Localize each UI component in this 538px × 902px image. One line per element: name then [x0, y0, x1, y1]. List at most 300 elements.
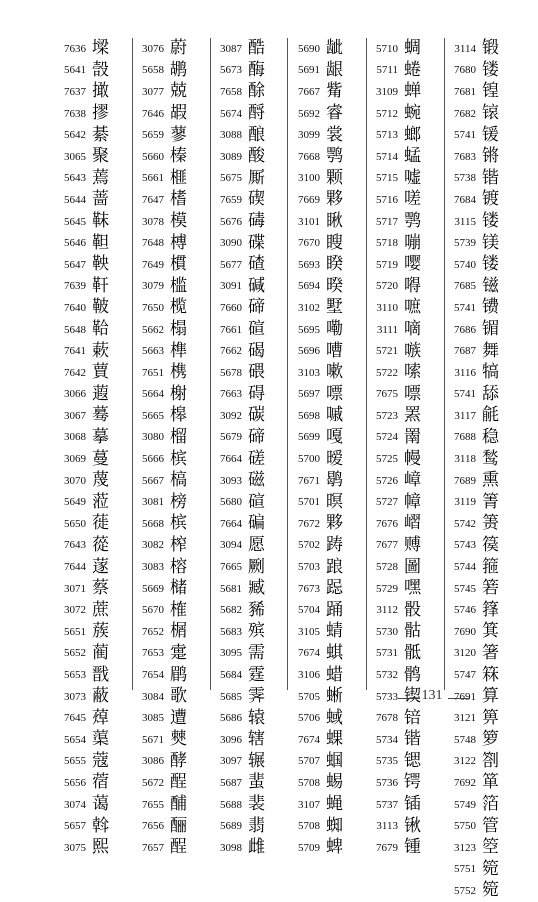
entry-character: 蝇	[326, 794, 343, 815]
entry-character: 嘏	[170, 103, 187, 124]
entry-row	[56, 751, 128, 773]
entry-row	[446, 837, 518, 859]
entry-character: 厮	[248, 167, 265, 188]
entry-character: 暝	[326, 491, 343, 512]
entry-row	[290, 362, 362, 384]
entry-character: 綦	[92, 124, 109, 145]
entry-code: 5718	[376, 237, 398, 250]
entry-row	[212, 254, 284, 276]
entry-character: 箸	[482, 642, 499, 663]
entry-character: 箅	[482, 707, 499, 728]
entry-character: 撖	[92, 81, 109, 102]
entry-character: 嘿	[404, 578, 421, 599]
entry-code: 3086	[142, 755, 164, 768]
entry-row	[134, 232, 206, 254]
entry-character: 镅	[482, 319, 499, 340]
entry-code: 5664	[142, 388, 164, 401]
entry-character: 鹙	[482, 448, 499, 469]
entry-character: 镂	[482, 211, 499, 232]
entry-row	[212, 146, 284, 168]
entry-character: 摎	[92, 103, 109, 124]
entry-character: 骶	[404, 642, 421, 663]
entry-code: 5649	[64, 496, 86, 509]
entry-row	[446, 38, 518, 60]
entry-code: 3082	[142, 539, 164, 552]
entry-code: 5684	[220, 669, 242, 682]
entry-character: 兢	[170, 81, 187, 102]
entry-character: 榜	[170, 491, 187, 512]
entry-row	[290, 837, 362, 859]
entry-row	[56, 578, 128, 600]
entry-row	[212, 232, 284, 254]
entry-character: 蝉	[404, 81, 421, 102]
entry-row	[446, 621, 518, 643]
entry-row	[212, 794, 284, 816]
entry-row	[212, 621, 284, 643]
entry-code: 7642	[64, 366, 86, 379]
entry-row	[446, 297, 518, 319]
entry-code: 3115	[454, 215, 476, 228]
entry-row	[56, 38, 128, 60]
entry-character: 鹗	[404, 211, 421, 232]
entry-code: 7652	[142, 625, 164, 638]
entry-row	[446, 254, 518, 276]
entry-character: 蜡	[326, 664, 343, 685]
entry-code: 7684	[454, 193, 476, 206]
entry-row	[368, 664, 440, 686]
entry-code: 5746	[454, 604, 476, 617]
entry-code: 5716	[376, 193, 398, 206]
entry-character: 嗻	[404, 297, 421, 318]
entry-character: 磁	[248, 470, 265, 491]
entry-row	[446, 427, 518, 449]
entry-code: 7658	[220, 85, 242, 98]
entry-code: 3113	[376, 820, 398, 833]
entry-row	[134, 578, 206, 600]
entry-code: 5686	[220, 712, 242, 725]
entry-code: 5645	[64, 215, 86, 228]
entry-row	[56, 211, 128, 233]
entry-row	[290, 470, 362, 492]
entry-code: 7678	[376, 712, 398, 725]
entry-row	[56, 427, 128, 449]
entry-code: 5697	[298, 388, 320, 401]
entry-character: 幛	[404, 491, 421, 512]
entry-row	[134, 168, 206, 190]
entry-character: 蝈	[326, 750, 343, 771]
entry-character: 鹕	[170, 59, 187, 80]
entry-code: 5730	[376, 625, 398, 638]
entry-row	[56, 643, 128, 665]
entry-character: 樌	[170, 254, 187, 275]
entry-row	[212, 491, 284, 513]
entry-character: 觜	[326, 81, 343, 102]
entry-character: 嘤	[404, 254, 421, 275]
entry-code: 3098	[220, 841, 242, 854]
entry-row	[368, 470, 440, 492]
entry-row	[368, 621, 440, 643]
entry-row	[368, 38, 440, 60]
entry-code: 5652	[64, 647, 86, 660]
entry-character: 箨	[482, 599, 499, 620]
entry-code: 3089	[220, 150, 242, 163]
entry-code: 3123	[454, 841, 476, 854]
entry-character: 碟	[248, 232, 265, 253]
entry-code: 7679	[376, 841, 398, 854]
entry-character: 骰	[404, 599, 421, 620]
entry-character: 蜚	[248, 772, 265, 793]
entry-code: 5750	[454, 820, 476, 833]
entry-character: 镃	[482, 275, 499, 296]
entry-code: 3107	[298, 798, 320, 811]
entry-character: 榷	[170, 599, 187, 620]
entry-code: 5715	[376, 172, 398, 185]
entry-code: 3076	[142, 42, 164, 55]
entry-code: 5673	[220, 64, 242, 77]
entry-row	[212, 297, 284, 319]
entry-code: 5642	[64, 129, 86, 142]
entry-row	[212, 729, 284, 751]
entry-code: 7657	[142, 841, 164, 854]
entry-code: 7674	[298, 733, 320, 746]
entry-code: 7673	[298, 582, 320, 595]
entry-character: 镂	[482, 59, 499, 80]
entry-row	[446, 664, 518, 686]
column-divider	[210, 38, 211, 690]
entry-code: 7646	[142, 107, 164, 120]
entry-character: 算	[482, 686, 499, 707]
entry-row	[368, 578, 440, 600]
entry-code: 7643	[64, 539, 86, 552]
entry-character: 箬	[482, 578, 499, 599]
entry-character: 锫	[404, 707, 421, 728]
entry-character: 嘁	[326, 405, 343, 426]
entry-row	[446, 81, 518, 103]
entry-row	[56, 664, 128, 686]
entry-character: 蓯	[92, 534, 109, 555]
entry-code: 7651	[142, 366, 164, 379]
entry-character: 嗦	[404, 362, 421, 383]
entry-code: 5677	[220, 258, 242, 271]
entry-code: 5681	[220, 582, 242, 595]
entry-character: 酿	[248, 124, 265, 145]
entry-row	[212, 686, 284, 708]
entry-character: 蜞	[326, 642, 343, 663]
entry-character: 槟	[170, 513, 187, 534]
entry-character: 蜴	[326, 772, 343, 793]
column-divider	[287, 38, 288, 690]
entry-character: 蔗	[92, 599, 109, 620]
entry-character: 嘌	[326, 383, 343, 404]
entry-row	[290, 599, 362, 621]
entry-character: 蔺	[92, 642, 109, 663]
entry-code: 7636	[64, 42, 86, 55]
entry-character: 磋	[248, 448, 265, 469]
entry-row	[134, 837, 206, 859]
entry-row	[212, 124, 284, 146]
entry-row	[212, 211, 284, 233]
entry-character: 蔓	[92, 448, 109, 469]
entry-code: 3119	[454, 496, 476, 509]
entry-code: 3093	[220, 474, 242, 487]
entry-row	[56, 124, 128, 146]
entry-row	[446, 211, 518, 233]
entry-code: 5654	[64, 733, 86, 746]
entry-code: 3121	[454, 712, 476, 725]
entry-code: 5745	[454, 582, 476, 595]
entry-character: 模	[170, 211, 187, 232]
entry-row	[446, 815, 518, 837]
entry-character: 蔟	[92, 621, 109, 642]
entry-row	[212, 405, 284, 427]
entry-row	[290, 643, 362, 665]
entry-row	[212, 340, 284, 362]
entry-character: 裳	[326, 124, 343, 145]
entry-code: 3112	[376, 604, 398, 617]
entry-code: 5650	[64, 517, 86, 530]
entry-code: 3079	[142, 280, 164, 293]
entry-character: 摹	[92, 426, 109, 447]
entry-row	[290, 729, 362, 751]
entry-code: 3114	[454, 42, 476, 55]
entry-row	[56, 103, 128, 125]
entry-row	[368, 405, 440, 427]
entry-character: 镀	[482, 189, 499, 210]
entry-code: 7667	[298, 85, 320, 98]
entry-code: 7682	[454, 107, 476, 120]
entry-code: 5695	[298, 323, 320, 336]
entry-character: 碡	[248, 211, 265, 232]
entry-row	[290, 168, 362, 190]
entry-row	[290, 38, 362, 60]
entry-character: 蜿	[404, 103, 421, 124]
entry-row	[368, 189, 440, 211]
entry-row	[56, 621, 128, 643]
entry-character: 犒	[482, 362, 499, 383]
entry-row	[134, 81, 206, 103]
entry-character: 嘚	[404, 275, 421, 296]
entry-character: 鹛	[170, 664, 187, 685]
entry-code: 3099	[298, 129, 320, 142]
entry-code: 5661	[142, 172, 164, 185]
entry-code: 5680	[220, 496, 242, 509]
entry-character: 箔	[482, 794, 499, 815]
entry-row	[368, 772, 440, 794]
entry-code: 7690	[454, 625, 476, 638]
entry-character: 蓫	[92, 556, 109, 577]
entry-character: 箍	[482, 556, 499, 577]
entry-character: 鹖	[326, 470, 343, 491]
entry-row	[56, 384, 128, 406]
entry-character: 嘞	[326, 319, 343, 340]
entry-character: 踊	[326, 599, 343, 620]
entry-code: 7655	[142, 798, 164, 811]
entry-row	[212, 599, 284, 621]
entry-row	[212, 535, 284, 557]
entry-row	[290, 664, 362, 686]
entry-code: 5679	[220, 431, 242, 444]
entry-code: 7674	[298, 647, 320, 660]
entry-row	[134, 124, 206, 146]
entry-character: 踌	[326, 534, 343, 555]
entry-character: 锲	[404, 686, 421, 707]
entry-code: 3069	[64, 453, 86, 466]
entry-character: 靼	[92, 232, 109, 253]
entry-row	[56, 729, 128, 751]
entry-character: 蔻	[92, 750, 109, 771]
entry-row	[134, 38, 206, 60]
entry-code: 7664	[220, 453, 242, 466]
entry-column-5	[368, 38, 440, 859]
entry-row	[134, 686, 206, 708]
entry-character: 箐	[482, 491, 499, 512]
entry-character: 嶍	[404, 513, 421, 534]
entry-code: 5696	[298, 345, 320, 358]
entry-row	[446, 578, 518, 600]
entry-code: 5731	[376, 647, 398, 660]
entry-code: 5725	[376, 453, 398, 466]
entry-character: 嘈	[326, 340, 343, 361]
entry-character: 舞	[482, 340, 499, 361]
entry-character: 蜾	[326, 729, 343, 750]
entry-character: 箜	[482, 837, 499, 858]
entry-code: 3109	[376, 85, 398, 98]
entry-row	[56, 168, 128, 190]
entry-row	[368, 815, 440, 837]
entry-code: 5703	[298, 561, 320, 574]
entry-character: 镄	[482, 297, 499, 318]
entry-character: 嶂	[404, 470, 421, 491]
entry-row	[446, 168, 518, 190]
entry-row	[56, 362, 128, 384]
entry-code: 3094	[220, 539, 242, 552]
entry-code: 5674	[220, 107, 242, 120]
entry-row	[290, 146, 362, 168]
entry-row	[134, 340, 206, 362]
entry-row	[446, 60, 518, 82]
entry-character: 蔌	[92, 340, 109, 361]
entry-row	[368, 427, 440, 449]
entry-character: 碶	[248, 189, 265, 210]
entry-character: 榄	[170, 297, 187, 318]
entry-character: 熏	[482, 470, 499, 491]
entry-character: 蔽	[92, 686, 109, 707]
entry-code: 7672	[298, 517, 320, 530]
entry-code: 5710	[376, 42, 398, 55]
entry-row	[212, 578, 284, 600]
entry-row	[134, 729, 206, 751]
entry-character: 锿	[482, 103, 499, 124]
entry-character: 靬	[92, 275, 109, 296]
entry-character: 蕸	[92, 383, 109, 404]
entry-code: 5672	[142, 776, 164, 789]
entry-row	[212, 837, 284, 859]
entry-character: 锺	[404, 837, 421, 858]
entry-character: 榨	[170, 534, 187, 555]
entry-row	[212, 103, 284, 125]
entry-character: 锽	[482, 81, 499, 102]
entry-character: 戬	[92, 664, 109, 685]
entry-code: 5742	[454, 517, 476, 530]
entry-code: 5671	[142, 733, 164, 746]
entry-character: 蓿	[92, 772, 109, 793]
entry-code: 7644	[64, 561, 86, 574]
entry-row	[56, 81, 128, 103]
entry-row	[134, 254, 206, 276]
entry-code: 7640	[64, 301, 86, 314]
entry-row	[446, 729, 518, 751]
entry-character: 嗽	[326, 362, 343, 383]
entry-character: 踉	[326, 556, 343, 577]
entry-code: 5741	[454, 388, 476, 401]
entry-row	[446, 751, 518, 773]
entry-code: 7664	[220, 517, 242, 530]
entry-row	[368, 751, 440, 773]
entry-code: 3075	[64, 841, 86, 854]
entry-code: 5707	[298, 755, 320, 768]
entry-code: 5678	[220, 366, 242, 379]
entry-code: 3120	[454, 647, 476, 660]
entry-code: 5714	[376, 150, 398, 163]
entry-code: 7671	[298, 474, 320, 487]
entry-row	[134, 60, 206, 82]
entry-character: 碱	[248, 275, 265, 296]
entry-character: 蜘	[326, 815, 343, 836]
entry-character: 颗	[326, 167, 343, 188]
entry-character: 酺	[170, 794, 187, 815]
entry-code: 3088	[220, 129, 242, 142]
entry-row	[134, 470, 206, 492]
entry-character: 蜥	[326, 686, 343, 707]
entry-character: 锸	[404, 794, 421, 815]
entry-row	[290, 384, 362, 406]
entry-code: 5685	[220, 690, 242, 703]
entry-code: 5708	[298, 820, 320, 833]
entry-row	[446, 772, 518, 794]
entry-character: 碍	[248, 383, 265, 404]
entry-row	[446, 556, 518, 578]
entry-row	[134, 103, 206, 125]
entry-code: 5657	[64, 820, 86, 833]
entry-code: 5713	[376, 129, 398, 142]
entry-code: 7675	[376, 388, 398, 401]
entry-character: 箢	[482, 880, 499, 901]
entry-code: 7689	[454, 474, 476, 487]
entry-row	[446, 535, 518, 557]
entry-code: 5717	[376, 215, 398, 228]
entry-character: 蔑	[92, 470, 109, 491]
entry-code: 5676	[220, 215, 242, 228]
entry-row	[212, 513, 284, 535]
entry-character: 酶	[248, 59, 265, 80]
entry-row	[134, 319, 206, 341]
entry-code: 3085	[142, 712, 164, 725]
entry-code: 5688	[220, 798, 242, 811]
entry-code: 5741	[454, 301, 476, 314]
entry-code: 3116	[454, 366, 476, 379]
entry-code: 5693	[298, 258, 320, 271]
entry-code: 7637	[64, 85, 86, 98]
entry-code: 5734	[376, 733, 398, 746]
entry-character: 鞅	[92, 254, 109, 275]
entry-row	[368, 254, 440, 276]
entry-column-6	[446, 38, 518, 902]
entry-code: 5682	[220, 604, 242, 617]
entry-row	[134, 405, 206, 427]
entry-row	[56, 686, 128, 708]
entry-code: 5700	[298, 453, 320, 466]
entry-character: 蓦	[92, 405, 109, 426]
